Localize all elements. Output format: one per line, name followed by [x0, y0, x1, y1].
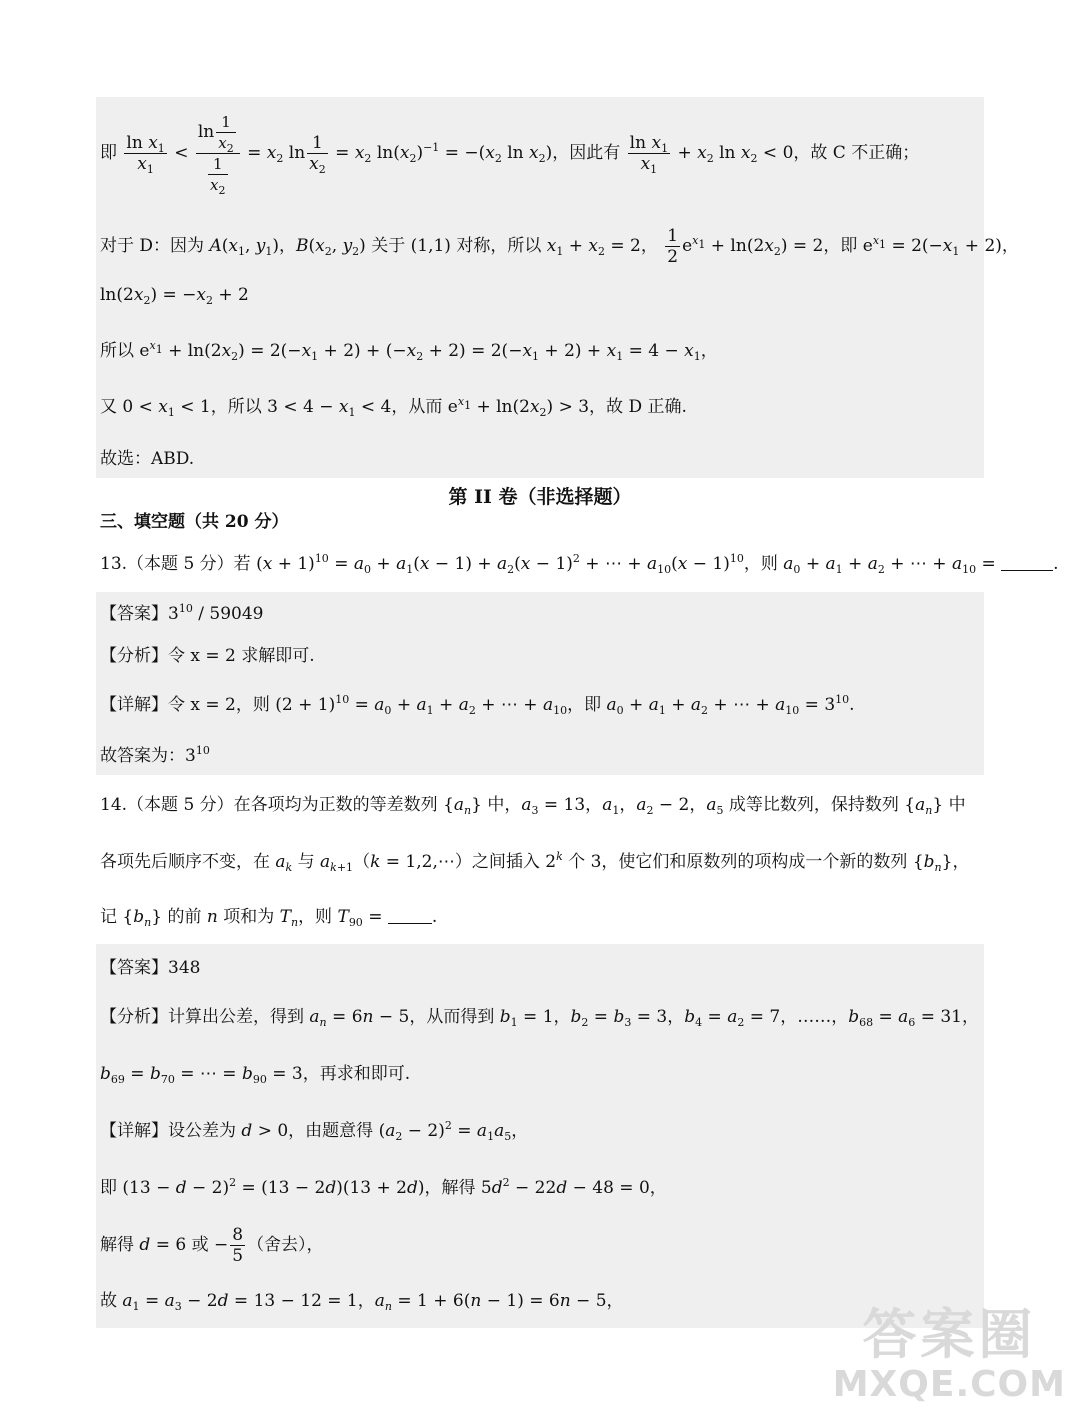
q14-detail-line2: 即 $(13 - d - 2)^2 = (13 - 2d)(13 + 2d)$，解得 $5d^2 - 22d - 48 = 0$，: [100, 1176, 667, 1198]
d-option-line3: 所以 $e^{x_1} + \ln(2x_2) = 2(-x_1 + 2) + (-x_2 + 2) = 2(-x_1 + 2) + x_1 = 4 - x_1$，: [100, 339, 718, 363]
d-option-line4: 又 $0 < x_1 < 1$，所以 $3 < 4 - x_1 < 4$，从而 $e^{x_1} + \ln(2x_2) > 3$，故 D 正确.: [100, 395, 687, 419]
q14-detail-line1: 【详解】设公差为 d > 0，由题意得 $(a_2 - 2)^2 = a_1a_5$，: [100, 1119, 529, 1143]
d-option-line2: $\ln(2x_2) = -x_2 + 2$: [100, 285, 249, 307]
d-option-line1: 对于 D：因为 $A(x_1$, $y_1$)，$B(x_2$, $y_2$) 关于 (1,1) 对称，所以 $x_1 + x_2 = 2$， $\frac{1}{2}$ $e^{x_1} + \ln(2x_2) = 2$，即 $e^{x_1} = 2(-x_1 + 2)$，: [100, 226, 1019, 267]
part2-title: 第 II 卷（非选择题）: [448, 486, 632, 508]
q13-conclusion: 故答案为：$3^{10}$: [100, 744, 210, 766]
c-option-line: 即 $\frac{\ln x_1}{x_1}$ < ln $\frac{1}{x_2}$ $\frac{1}{x_2}$ = $x_2$ ln $\frac{1}{x_2}$ = $x_2$ $\ln(x_2)^{-1} = -(x_2$ $\ln x_2$)，因此有 $\frac{\ln x_1}{x_1}$ + $x_2$ $\ln x_2 < 0$，故 C 不正确；: [100, 113, 920, 197]
answer-blank: [388, 909, 432, 924]
choice-summary: 故选：ABD.: [100, 449, 195, 469]
q13-question: 13.（本题 5 分）若 $(x + 1)^{10} = a_0 + a_1(x - 1) + a_2(x - 1)^2$ + ⋯ + $a_{10}(x - 1)^{10}$，则 $a_0 + a_1 + a_2$ + ⋯ + $a_{10}$ = .: [100, 552, 1059, 576]
q13-analysis: 【分析】令 x = 2 求解即可.: [100, 646, 315, 666]
answer-blank: [1001, 556, 1053, 571]
q14-detail-line4: 故 $a_1 = a_3 - 2d = 13 - 12 = 1$，$a_n = 1 + 6(n - 1) = 6n - 5$，: [100, 1291, 624, 1313]
q13-detail: 【详解】令 x = 2，则 $(2 + 1)^{10} = a_0 + a_1 + a_2$ + ⋯ + $a_{10}$，即 $a_0 + a_1 + a_2$ + ⋯ + $a_{10} = 3^{10}$.: [100, 693, 855, 717]
section3-title: 三、填空题（共 20 分）: [100, 512, 289, 532]
q14-question-line2: 各项先后顺序不变，在 $a_k$ 与 $a_{k+1}(k$ = 1,2,⋯）之间插入 2$^k$ 个 3，使它们和原数列的项构成一个新的数列 $\{b_n\}$，: [100, 850, 970, 874]
q14-analysis-line2: $b_{69} = b_{70}$ = ⋯ = $b_{90} = 3$，再求和即可.: [100, 1064, 411, 1086]
watermark-cn: 答案圈: [862, 1303, 1037, 1366]
watermark-en: MXQE.COM: [832, 1364, 1066, 1405]
q14-analysis-line1: 【分析】计算出公差，得到 $a_n = 6n - 5$，从而得到 $b_1 = 1$，$b_2 = b_3 = 3$，$b_4 = a_2 = 7$，……，$b_{68} = a_6 = 31$，: [100, 1007, 979, 1029]
q14-question-line3: 记 $\{b_n\}$ 的前 n 项和为 $T_n$，则 $T_{90}$ = .: [100, 907, 438, 929]
watermark-logo: [833, 1305, 1066, 1405]
q13-answer: 【答案】$3^{10} / 59049$: [100, 602, 264, 624]
q14-answer: 【答案】348: [100, 958, 201, 978]
q14-question-line1: 14.（本题 5 分）在各项均为正数的等差数列 $\{a_n\}$ 中，$a_3 = 13$，$a_1$，$a_2 - 2$，$a_5$ 成等比数列，保持数列 $\{a_n\}$ 中: [100, 795, 966, 817]
q14-detail-line3: 解得 d = 6 或 − $\frac{8}{5}$ （舍去），: [100, 1225, 324, 1266]
